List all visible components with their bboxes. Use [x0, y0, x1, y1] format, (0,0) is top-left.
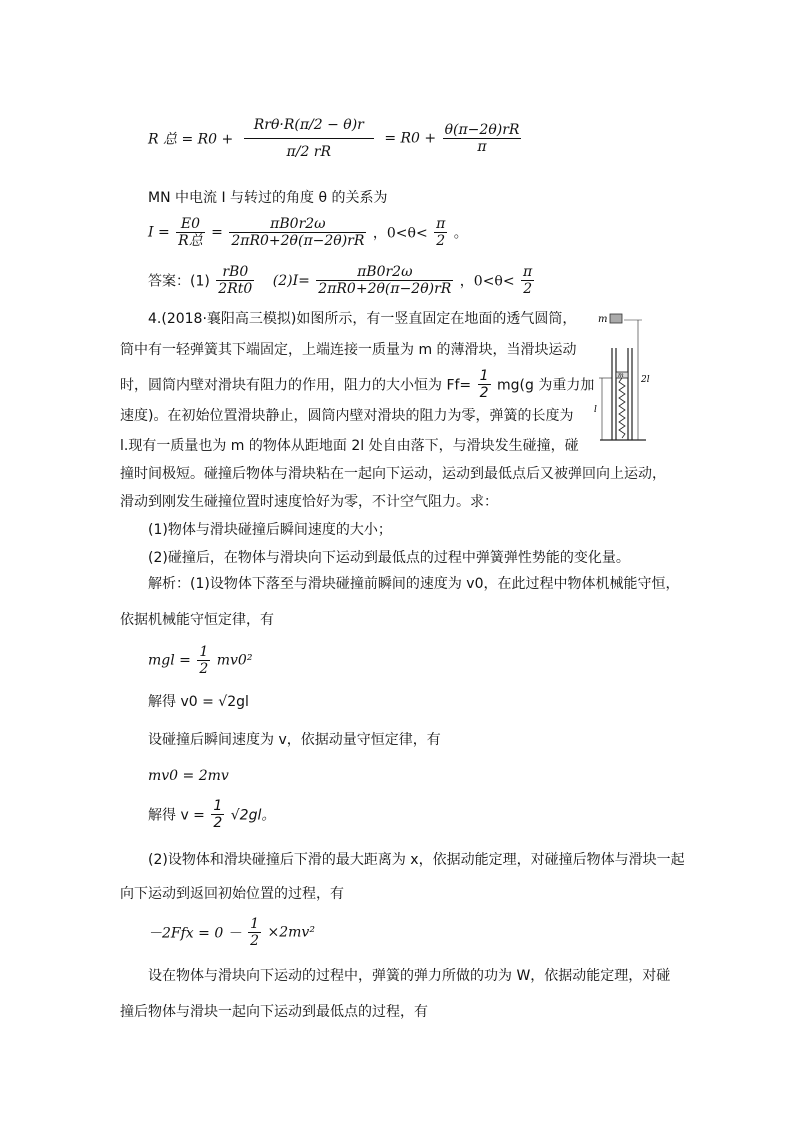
fraction-one-half — [197, 644, 210, 677]
question-1: (1)物体与滑块碰撞后瞬间速度的大小； — [148, 522, 392, 538]
solution-line-4: 设碰撞后瞬间速度为 v，依据动量守恒定律，有 — [148, 732, 441, 748]
figure-label-2l: 2l — [641, 375, 650, 385]
fraction-denominator: 2 — [479, 385, 489, 401]
equation-momentum: mv0 = 2mv — [148, 768, 229, 784]
fraction-numerator: 1 — [250, 916, 260, 932]
answer-1-fraction — [216, 264, 254, 297]
problem-line-5: l.现有一质量也为 m 的物体从距地面 2l 处自由落下，与滑块发生碰撞，碰 — [120, 438, 579, 454]
fraction-denominator: π — [477, 139, 487, 155]
solution-line-5: (2)设物体和滑块碰撞后下滑的最大距离为 x，依据动能定理，对碰撞后物体与滑块一起 — [148, 852, 685, 868]
fraction-numerator: 1 — [479, 368, 489, 384]
fraction-denominator: 2πR0+2θ(π−2θ)rR — [318, 281, 452, 297]
fraction-denominator: 2 — [436, 233, 446, 249]
fraction-denominator: 2 — [250, 933, 260, 949]
spring-cylinder-figure — [590, 308, 680, 443]
text-mn-relation: MN 中电流 I 与转过的角度 θ 的关系为 — [148, 190, 388, 206]
answer-label: 答案：(1) — [148, 273, 210, 290]
problem-line-3 — [120, 368, 594, 401]
fraction-numerator: πB0r2ω — [229, 216, 366, 233]
solution-line-8: 撞后物体与滑块一起向下运动到最低点的过程，有 — [120, 1004, 428, 1020]
eq-sign: = — [211, 224, 223, 241]
problem-line-1: 4.(2018·襄阳高三模拟)如图所示，有一竖直固定在地面的透气圆筒， — [148, 311, 577, 327]
falling-object — [610, 314, 622, 323]
figure-label-m-block: m — [618, 372, 624, 379]
eq-condition: ，0<θ< — [372, 225, 428, 242]
problem-line-4: 速度)。在初始位置滑块静止，圆筒内壁对滑块的阻力为零，弹簧的长度为 — [120, 408, 574, 424]
solution-line-7: 设在物体与滑块向下运动的过程中，弹簧的弹力所做的功为 W，依据动能定理，对碰 — [148, 968, 671, 984]
fraction-denominator: 2 — [523, 281, 533, 297]
fraction-denominator: π/2 rR — [286, 144, 332, 160]
fraction-big — [244, 112, 374, 165]
figure-label-m-top: m — [598, 314, 608, 325]
problem-line-3-a: 时，圆筒内壁对滑块有阻力的作用，阻力的大小恒为 Ff= — [120, 377, 472, 394]
eq-rhs: ×2mv² — [267, 924, 315, 941]
answer-line — [148, 264, 536, 297]
eq-lhs: R 总 = R0 + — [148, 131, 234, 148]
question-2: (2)碰撞后，在物体与滑块向下运动到最低点的过程中弹簧弹性势能的变化量。 — [148, 550, 630, 566]
eq-rhs: mv0² — [216, 652, 253, 669]
fraction-small — [443, 122, 522, 155]
fraction-numerator: 1 — [213, 798, 223, 814]
eq-end: 。 — [453, 225, 468, 242]
fraction-numerator: π — [436, 216, 446, 232]
fraction-one-half — [478, 368, 491, 401]
answer-condition: ，0<θ< — [459, 273, 515, 290]
answer-2-fraction — [316, 264, 453, 297]
fraction-denominator: 2 — [199, 661, 209, 677]
fraction-one-half — [248, 916, 261, 949]
fraction-numerator: 1 — [199, 644, 209, 660]
fraction-numerator: π — [523, 264, 533, 280]
fraction-denominator: 2Rt0 — [218, 281, 253, 297]
fraction-denominator: R总 — [178, 233, 203, 249]
equation-work-friction — [148, 916, 315, 949]
solution-line-1: 解析：(1)设物体下落至与滑块碰撞前瞬间的速度为 v0，在此过程中物体机械能守恒， — [148, 576, 680, 592]
eq-rhs: √2gl。 — [230, 807, 276, 824]
problem-line-3-b: mg(g 为重力加 — [497, 377, 595, 394]
equation-current — [148, 216, 468, 249]
eq-lhs: mgl = — [148, 652, 191, 669]
problem-line-6: 撞时间极短。碰撞后物体与滑块粘在一起向下运动，运动到最低点后又被弹回向上运动， — [120, 466, 666, 482]
solution-line-6: 向下运动到返回初始位置的过程，有 — [120, 886, 344, 902]
fraction-pi-half — [521, 264, 534, 297]
fraction-one-half — [211, 798, 224, 831]
fraction-e0 — [176, 216, 205, 249]
solution-line-3: 解得 v0 = √2gl — [148, 694, 249, 710]
answer-2-lhs: (2)I= — [272, 272, 310, 289]
fraction-current — [229, 216, 366, 249]
equation-r-total — [148, 112, 523, 165]
spring — [619, 378, 625, 438]
equation-v — [148, 798, 275, 831]
fraction-numerator: E0 — [176, 216, 205, 233]
problem-line-2: 筒中有一轻弹簧其下端固定，上端连接一质量为 m 的薄滑块，当滑块运动 — [120, 342, 577, 358]
eq-lhs: －2Ffx = 0 － — [148, 925, 242, 942]
figure-label-l: l — [594, 405, 597, 415]
fraction-numerator: πB0r2ω — [316, 264, 453, 281]
fraction-denominator: 2 — [213, 815, 223, 831]
eq-lhs: 解得 v = — [148, 807, 205, 824]
fraction-numerator: Rrθ·R(π/2 − θ)r — [244, 112, 374, 139]
fraction-numerator: rB0 — [216, 264, 254, 281]
fraction-pi-half — [434, 216, 447, 249]
fraction-denominator: 2πR0+2θ(π−2θ)rR — [231, 233, 365, 249]
equation-energy — [148, 644, 252, 677]
problem-line-7: 滑动到刚发生碰撞位置时速度恰好为零，不计空气阻力。求： — [120, 494, 498, 510]
eq-lhs: I = — [148, 224, 170, 241]
solution-line-2: 依据机械能守恒定律，有 — [120, 612, 274, 628]
fraction-numerator: θ(π−2θ)rR — [444, 122, 520, 138]
eq-mid: = R0 + — [384, 130, 437, 147]
